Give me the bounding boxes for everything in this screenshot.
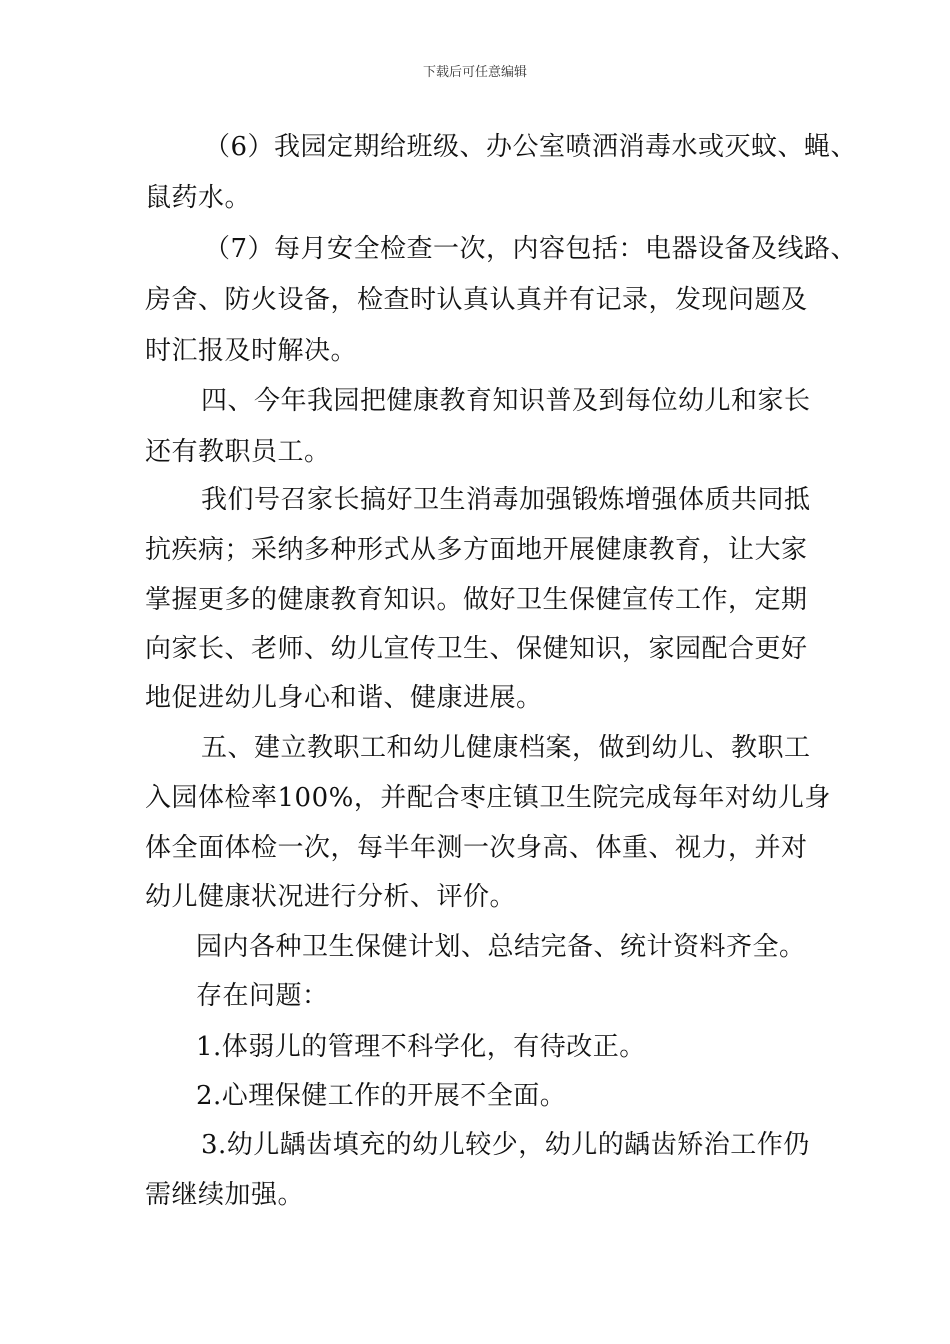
- text-line: 入园体检率100%，并配合枣庄镇卫生院完成每年对幼儿身: [145, 783, 831, 813]
- text-line: 园内各种卫生保健计划、总结完备、统计资料齐全。: [196, 932, 806, 962]
- text-line: 需继续加强。: [145, 1180, 305, 1210]
- text-line: 房舍、防火设备，检查时认真认真并有记录，发现问题及: [145, 285, 808, 315]
- text-line: 我们号召家长搞好卫生消毒加强锻炼增强体质共同抵: [201, 485, 811, 515]
- text-line: 鼠药水。: [145, 183, 252, 213]
- text-line: 时汇报及时解决。: [145, 336, 358, 366]
- text-line: 向家长、老师、幼儿宣传卫生、保健知识，家园配合更好: [145, 634, 808, 664]
- text-line: 存在问题：: [196, 981, 329, 1011]
- text-line: 抗疾病；采纳多种形式从多方面地开展健康教育，让大家: [145, 535, 808, 565]
- text-line: 四、今年我园把健康教育知识普及到每位幼儿和家长: [201, 386, 811, 416]
- text-line: 体全面体检一次，每半年测一次身高、体重、视力，并对: [145, 833, 808, 863]
- text-line: 还有教职员工。: [145, 437, 331, 467]
- text-line: 幼儿健康状况进行分析、评价。: [145, 882, 517, 912]
- text-line: （6）我园定期给班级、办公室喷洒消毒水或灭蚊、蝇、: [204, 132, 858, 162]
- text-line: （7）每月安全检查一次，内容包括：电器设备及线路、: [204, 234, 858, 264]
- page-header-note: 下载后可任意编辑: [422, 65, 527, 80]
- text-line: 地促进幼儿身心和谐、健康进展。: [145, 683, 543, 713]
- text-line: 1.体弱儿的管理不科学化，有待改正。: [196, 1032, 646, 1062]
- text-line: 五、建立教职工和幼儿健康档案，做到幼儿、教职工: [201, 733, 811, 763]
- text-line: 2.心理保健工作的开展不全面。: [196, 1081, 567, 1111]
- text-line: 掌握更多的健康教育知识。做好卫生保健宣传工作，定期: [145, 585, 808, 615]
- text-line: 3.幼儿龋齿填充的幼儿较少，幼儿的龋齿矫治工作仍: [201, 1130, 810, 1160]
